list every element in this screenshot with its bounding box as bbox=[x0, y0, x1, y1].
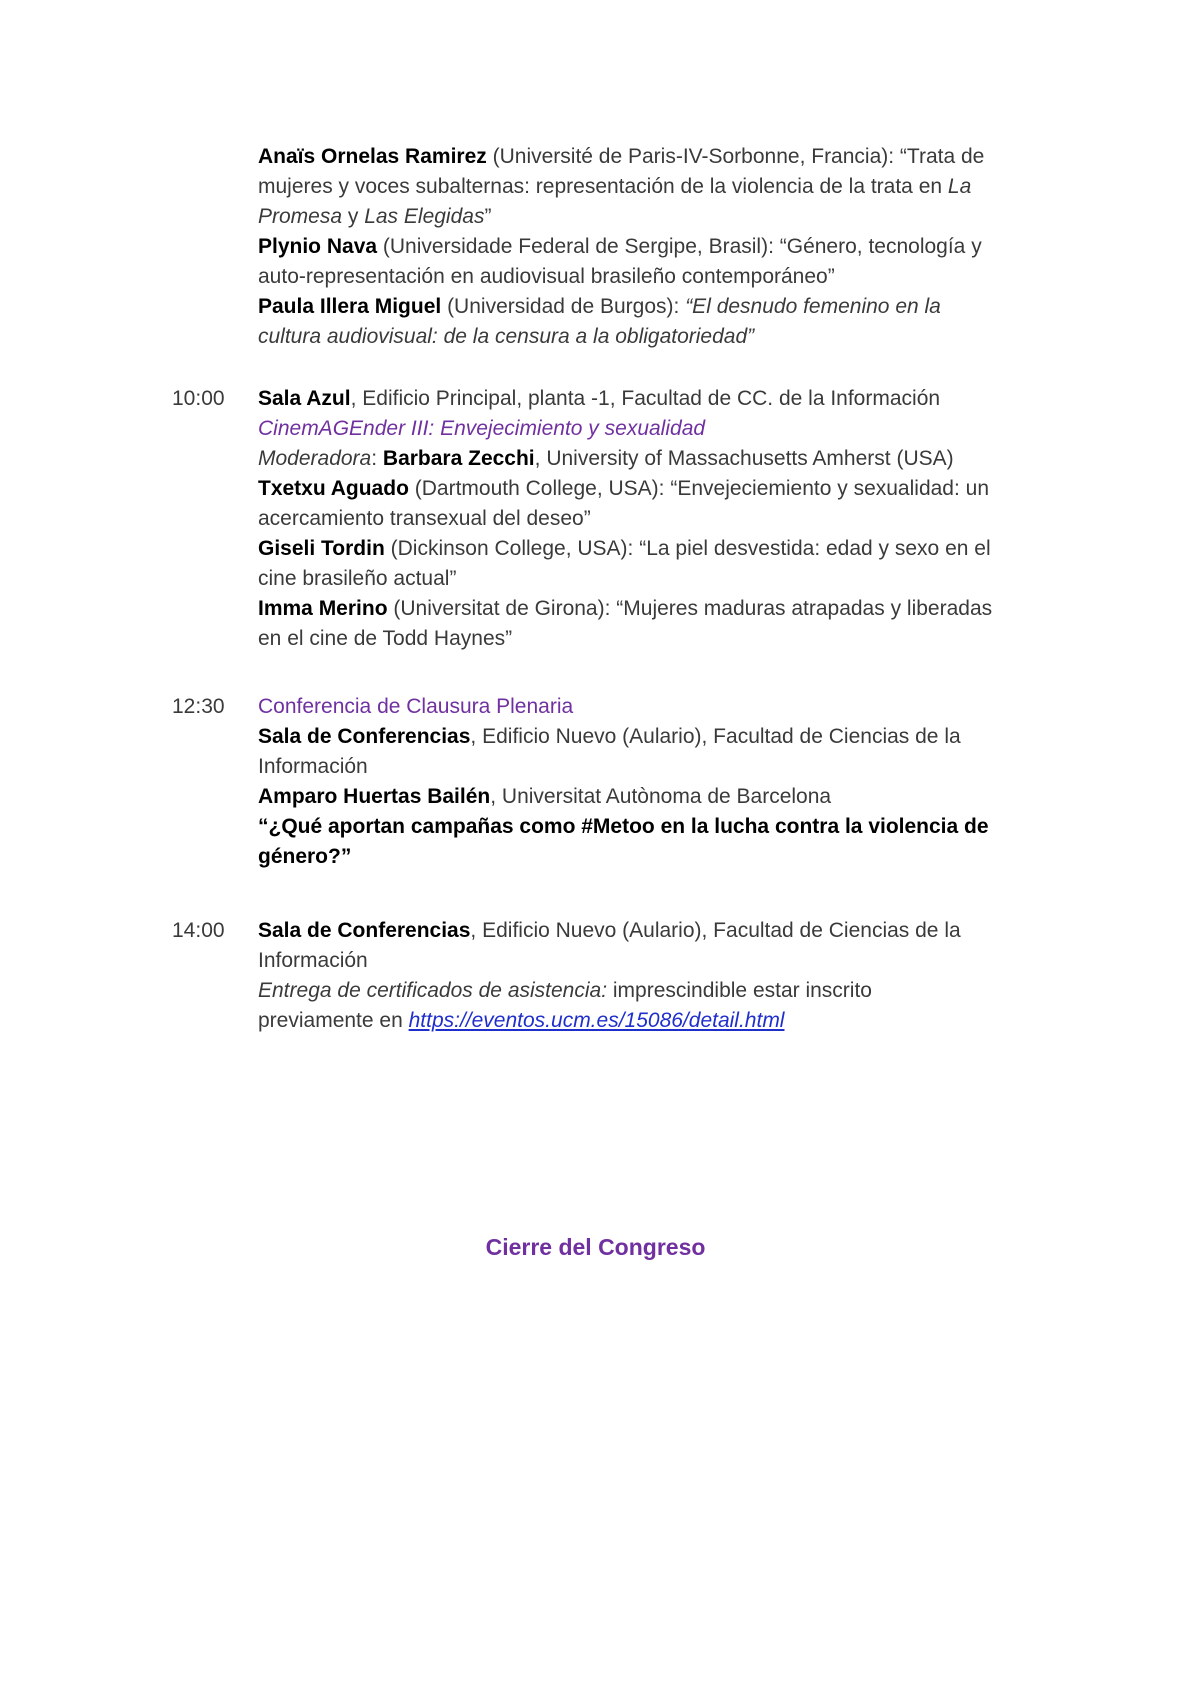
text-run: , Edificio Principal, planta -1, Facultad de CC. de la Información bbox=[350, 387, 941, 410]
text-line bbox=[258, 692, 1033, 722]
text-line bbox=[258, 624, 1033, 654]
text-line bbox=[258, 172, 1033, 202]
text-line bbox=[258, 1006, 1033, 1036]
text-run: (Universitat de Girona): “Mujeres maduras atrapadas y liberadas bbox=[387, 597, 993, 620]
speaker-name: Sala de Conferencias bbox=[258, 919, 471, 942]
text-line bbox=[258, 232, 1033, 262]
text-run: y bbox=[342, 205, 365, 228]
text-line bbox=[258, 564, 1033, 594]
text-line bbox=[258, 842, 1033, 872]
text-run: , University of Massachusetts Amherst (USA) bbox=[534, 447, 954, 470]
speaker-name: Giseli Tordin bbox=[258, 537, 385, 560]
text-run: : bbox=[371, 447, 383, 470]
text-run: auto-representación en audiovisual brasileño contemporáneo” bbox=[258, 265, 835, 288]
speaker-name: género?” bbox=[258, 845, 352, 868]
text-line bbox=[258, 444, 1033, 474]
session-time: 10:00 bbox=[172, 387, 225, 410]
speaker-name: Paula Illera Miguel bbox=[258, 295, 442, 318]
text-line bbox=[258, 142, 1033, 172]
text-run: , Universitat Autònoma de Barcelona bbox=[490, 785, 832, 808]
text-run: Información bbox=[258, 949, 368, 972]
closing-title: Cierre del Congreso bbox=[485, 1234, 706, 1260]
text-run: Moderadora bbox=[258, 447, 372, 470]
text-line bbox=[258, 414, 1033, 444]
text-run: Conferencia de Clausura Plenaria bbox=[258, 695, 574, 718]
text-run: imprescindible estar inscrito bbox=[607, 979, 872, 1002]
text-line bbox=[258, 292, 1033, 322]
speaker-name: Anaïs Ornelas Ramirez bbox=[258, 145, 487, 168]
speaker-name: Barbara Zecchi bbox=[382, 447, 535, 470]
text-run: ” bbox=[484, 205, 492, 228]
text-line bbox=[258, 722, 1033, 752]
speaker-name: “¿Qué aportan campañas como #Metoo en la lucha contra la violencia de bbox=[258, 815, 989, 838]
speaker-name: Txetxu Aguado bbox=[258, 477, 409, 500]
session-block-certificados bbox=[258, 916, 1033, 1036]
session-time: 14:00 bbox=[172, 919, 225, 942]
text-line bbox=[258, 322, 1033, 352]
session-block-plenaria bbox=[258, 692, 1033, 872]
session-time: 12:30 bbox=[172, 695, 225, 718]
speaker-name: Amparo Huertas Bailén bbox=[258, 785, 491, 808]
text-line bbox=[258, 474, 1033, 504]
text-run: CinemAGEnder III: Envejecimiento y sexualidad bbox=[258, 417, 706, 440]
text-line bbox=[258, 202, 1033, 232]
text-run: Las Elegidas bbox=[364, 205, 485, 228]
text-line bbox=[258, 384, 1033, 414]
text-line bbox=[258, 504, 1033, 534]
session-block-cinemagender bbox=[258, 384, 1033, 654]
text-run: (Université de Paris-IV-Sorbonne, Francia): “Trata de bbox=[486, 145, 985, 168]
text-run: , Edificio Nuevo (Aulario), Facultad de Ciencias de la bbox=[470, 725, 961, 748]
registration-link[interactable]: https://eventos.ucm.es/15086/detail.html bbox=[408, 1009, 785, 1032]
session-block-ponencias bbox=[258, 142, 1033, 352]
text-run: (Universidade Federal de Sergipe, Brasil): “Género, tecnología y bbox=[377, 235, 982, 258]
text-run: (Dartmouth College, USA): “Envejeciemiento y sexualidad: un bbox=[408, 477, 990, 500]
text-run: (Universidad de Burgos): bbox=[441, 295, 686, 318]
text-line bbox=[258, 594, 1033, 624]
speaker-name: Imma Merino bbox=[258, 597, 388, 620]
text-line bbox=[258, 534, 1033, 564]
speaker-name: Plynio Nava bbox=[258, 235, 378, 258]
text-line bbox=[258, 812, 1033, 842]
speaker-name: Sala de Conferencias bbox=[258, 725, 471, 748]
text-run: cine brasileño actual” bbox=[258, 567, 457, 590]
speaker-name: Sala Azul bbox=[258, 387, 351, 410]
text-line bbox=[258, 782, 1033, 812]
text-line bbox=[258, 976, 1033, 1006]
text-run: , Edificio Nuevo (Aulario), Facultad de Ciencias de la bbox=[470, 919, 961, 942]
text-run: (Dickinson College, USA): “La piel desvestida: edad y sexo en el bbox=[384, 537, 991, 560]
text-run: cultura audiovisual: de la censura a la obligatoriedad” bbox=[258, 325, 755, 348]
text-run: “El desnudo femenino en la bbox=[685, 295, 941, 318]
text-run: acercamiento transexual del deseo” bbox=[258, 507, 591, 530]
text-run: La bbox=[947, 175, 972, 198]
text-run: Promesa bbox=[258, 205, 343, 228]
text-line bbox=[258, 916, 1033, 946]
text-line bbox=[258, 946, 1033, 976]
text-run: en el cine de Todd Haynes” bbox=[258, 627, 513, 650]
text-run: Entrega de certificados de asistencia: bbox=[258, 979, 608, 1002]
text-run: Información bbox=[258, 755, 368, 778]
text-run: previamente en bbox=[258, 1009, 409, 1032]
text-line bbox=[258, 262, 1033, 292]
text-run: mujeres y voces subalternas: representación de la violencia de la trata en bbox=[258, 175, 948, 198]
text-line bbox=[258, 752, 1033, 782]
